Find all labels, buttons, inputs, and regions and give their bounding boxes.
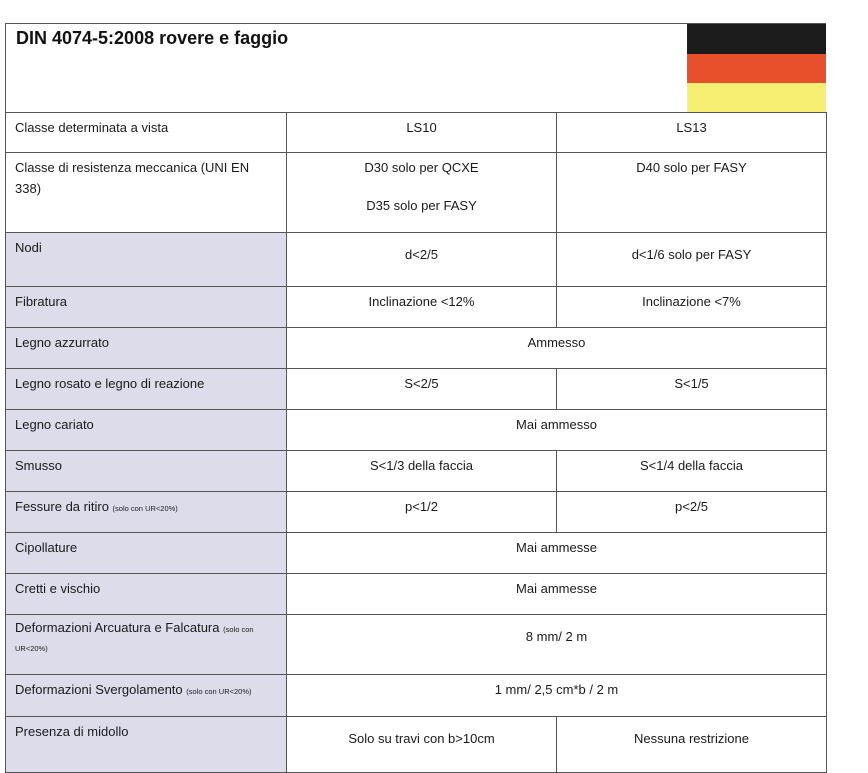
table-row xyxy=(6,287,827,328)
document-sheet xyxy=(5,23,826,771)
grading-table xyxy=(5,112,827,773)
cell-value-span: Ammesso xyxy=(287,328,827,369)
cell-value: d<1/6 solo per FASY xyxy=(557,233,827,287)
table-row xyxy=(6,492,827,533)
cell-ls13: LS13 xyxy=(557,113,827,153)
table-row xyxy=(6,153,827,233)
row-label: Presenza di midollo xyxy=(6,717,287,773)
cell-resistance-ls13: D40 solo per FASY xyxy=(557,153,827,233)
row-label: Legno cariato xyxy=(6,410,287,451)
row-label xyxy=(6,492,287,533)
table-row xyxy=(6,410,827,451)
row-label: Classe di resistenza meccanica (UNI EN 338) xyxy=(6,153,287,233)
row-label: Legno rosato e legno di reazione xyxy=(6,369,287,410)
row-label-note: (solo con UR<20%) xyxy=(112,504,178,513)
table-row xyxy=(6,233,827,287)
row-label: Cipollature xyxy=(6,533,287,574)
cell-value: p<2/5 xyxy=(557,492,827,533)
cell-value: d<2/5 xyxy=(287,233,557,287)
flag-stripe-black xyxy=(687,24,826,54)
row-label-note: (solo con UR<20%) xyxy=(186,687,252,696)
table-header xyxy=(5,23,826,112)
table-row xyxy=(6,717,827,773)
cell-value-span: Mai ammesso xyxy=(287,410,827,451)
cell-value: Solo su travi con b>10cm xyxy=(287,717,557,773)
row-label-text: Deformazioni Arcuatura e Falcatura xyxy=(15,620,220,635)
cell-value: Nessuna restrizione xyxy=(557,717,827,773)
cell-value-span: Mai ammesse xyxy=(287,574,827,615)
row-label: Classe determinata a vista xyxy=(6,113,287,153)
row-label: Nodi xyxy=(6,233,287,287)
cell-value: p<1/2 xyxy=(287,492,557,533)
table-row xyxy=(6,369,827,410)
row-label-text: Deformazioni Svergolamento xyxy=(15,682,183,697)
cell-line: D35 solo per FASY xyxy=(366,198,477,213)
row-label-text: Fessure da ritiro xyxy=(15,499,109,514)
cell-value: S<1/5 xyxy=(557,369,827,410)
row-label xyxy=(6,675,287,717)
row-label: Fibratura xyxy=(6,287,287,328)
row-label xyxy=(6,615,287,675)
cell-resistance-ls10 xyxy=(287,153,557,233)
row-label: Smusso xyxy=(6,451,287,492)
table-row xyxy=(6,328,827,369)
flag-stripe-gold xyxy=(687,83,826,113)
cell-ls10: LS10 xyxy=(287,113,557,153)
cell-value: S<1/4 della faccia xyxy=(557,451,827,492)
table-row xyxy=(6,451,827,492)
cell-value: S<2/5 xyxy=(287,369,557,410)
row-label: Cretti e vischio xyxy=(6,574,287,615)
cell-value-span: 1 mm/ 2,5 cm*b / 2 m xyxy=(287,675,827,717)
cell-value: Inclinazione <7% xyxy=(557,287,827,328)
flag-stripe-red xyxy=(687,54,826,84)
page-title: DIN 4074-5:2008 rovere e faggio xyxy=(16,28,289,48)
german-flag-icon xyxy=(687,24,826,113)
cell-value-span: Mai ammesse xyxy=(287,533,827,574)
row-label: Legno azzurrato xyxy=(6,328,287,369)
cell-value: Inclinazione <12% xyxy=(287,287,557,328)
cell-value-span: 8 mm/ 2 m xyxy=(287,615,827,675)
table-row xyxy=(6,113,827,153)
table-row xyxy=(6,533,827,574)
table-row xyxy=(6,675,827,717)
table-row xyxy=(6,615,827,675)
table-row xyxy=(6,574,827,615)
row-label-note: (solo con UR<20%) xyxy=(15,625,254,653)
cell-value: S<1/3 della faccia xyxy=(287,451,557,492)
cell-line: D30 solo per QCXE xyxy=(364,160,479,175)
